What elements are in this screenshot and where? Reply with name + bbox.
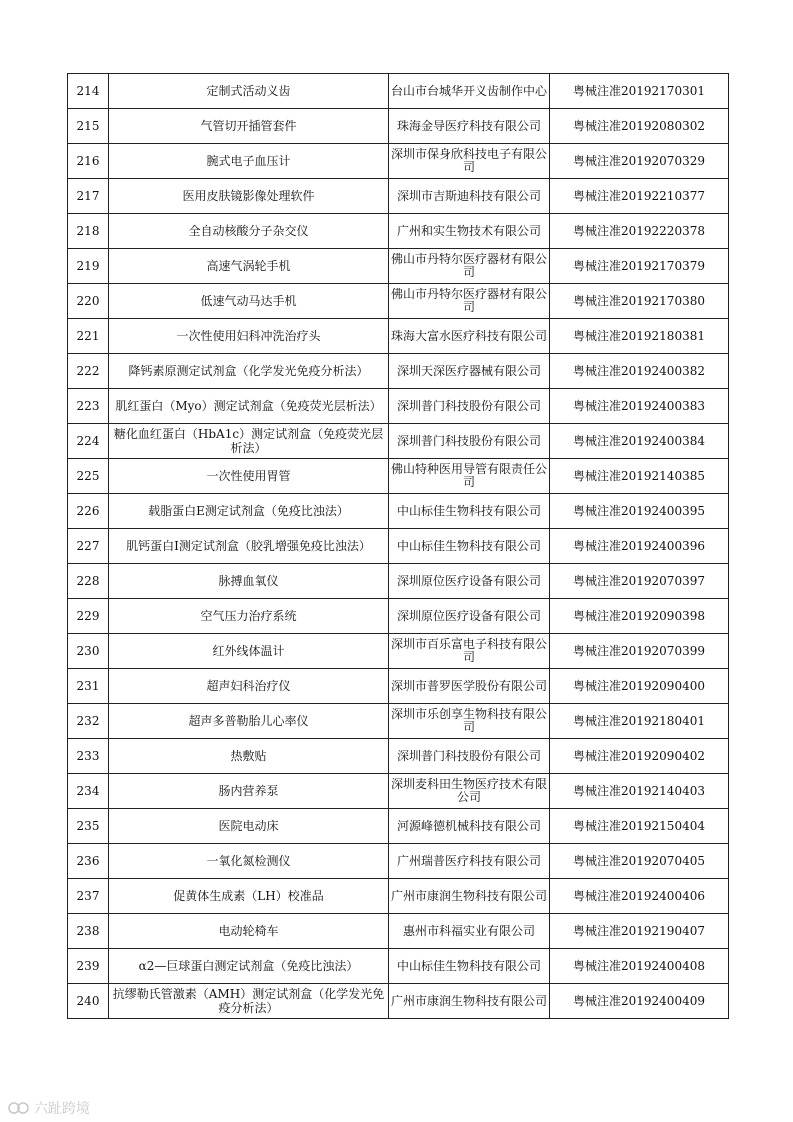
watermark — [8, 1098, 90, 1118]
product-name: 糖化血红蛋白（HbA1c）测定试剂盒（免疫荧光层析法） — [109, 424, 389, 459]
registrant-company — [389, 949, 550, 984]
product-name: 一次性使用妇科冲洗治疗头 — [109, 319, 389, 354]
watermark-text: 六趾跨境 — [34, 1101, 90, 1117]
registration-number: 粤械注准20192180381 — [550, 319, 729, 354]
registrant-company — [389, 879, 550, 914]
registrant-company — [389, 389, 550, 424]
row-number: 221 — [68, 319, 109, 354]
row-number: 231 — [68, 669, 109, 704]
registrant-company-text: 广州市康润生物科技有限公司 — [390, 888, 547, 903]
product-name: 促黄体生成素（LH）校准品 — [109, 879, 389, 914]
registrant-company — [389, 494, 550, 529]
registrant-company — [389, 144, 550, 179]
product-name: 热敷贴 — [109, 739, 389, 774]
registration-number: 粤械注准20192170379 — [550, 249, 729, 284]
registrant-company-text: 河源峰德机械科技有限公司 — [396, 818, 541, 833]
registration-number: 粤械注准20192190407 — [550, 914, 729, 949]
table-row — [68, 809, 729, 844]
table-row — [68, 494, 729, 529]
registration-number: 粤械注准20192090400 — [550, 669, 729, 704]
product-name: 腕式电子血压计 — [109, 144, 389, 179]
watermark-logo-icon — [8, 1100, 30, 1116]
registration-number: 粤械注准20192170301 — [550, 74, 729, 109]
registration-number: 粤械注准20192210377 — [550, 179, 729, 214]
registrant-company-text: 中山标佳生物科技有限公司 — [396, 503, 541, 518]
registrant-company-text: 中山标佳生物科技有限公司 — [396, 958, 541, 973]
row-number: 229 — [68, 599, 109, 634]
registration-number: 粤械注准20192150404 — [550, 809, 729, 844]
row-number: 232 — [68, 704, 109, 739]
row-number: 226 — [68, 494, 109, 529]
table-row — [68, 564, 729, 599]
table-row — [68, 599, 729, 634]
registrant-company-text: 珠海金导医疗科技有限公司 — [396, 118, 541, 133]
table-row — [68, 704, 729, 739]
registrant-company — [389, 704, 550, 739]
registration-number: 粤械注准20192070329 — [550, 144, 729, 179]
registrant-company-text: 珠海大富水医疗科技有限公司 — [390, 328, 547, 343]
registrant-company — [389, 284, 550, 319]
product-name: 一次性使用胃管 — [109, 459, 389, 494]
product-name: 肠内营养泵 — [109, 774, 389, 809]
table-row — [68, 739, 729, 774]
product-name: 超声妇科治疗仪 — [109, 669, 389, 704]
row-number: 240 — [68, 984, 109, 1019]
product-name: 电动轮椅车 — [109, 914, 389, 949]
row-number: 236 — [68, 844, 109, 879]
registrant-company-text: 佛山市丹特尔医疗器材有限公司 — [390, 287, 547, 314]
registration-number: 粤械注准20192400384 — [550, 424, 729, 459]
table-row — [68, 179, 729, 214]
registrant-company-text: 广州和实生物技术有限公司 — [396, 223, 541, 238]
registration-number: 粤械注准20192400383 — [550, 389, 729, 424]
table-body — [68, 74, 729, 1019]
row-number: 217 — [68, 179, 109, 214]
registrant-company-text: 深圳天深医疗器械有限公司 — [396, 363, 541, 378]
table-row — [68, 109, 729, 144]
registration-number: 粤械注准20192140385 — [550, 459, 729, 494]
registration-number: 粤械注准20192070399 — [550, 634, 729, 669]
product-name: 载脂蛋白E测定试剂盒（免疫比浊法） — [109, 494, 389, 529]
row-number: 227 — [68, 529, 109, 564]
product-name: 全自动核酸分子杂交仪 — [109, 214, 389, 249]
row-number: 237 — [68, 879, 109, 914]
row-number: 216 — [68, 144, 109, 179]
product-name: 高速气涡轮手机 — [109, 249, 389, 284]
registration-number: 粤械注准20192220378 — [550, 214, 729, 249]
row-number: 219 — [68, 249, 109, 284]
registrant-company — [389, 424, 550, 459]
product-name: 低速气动马达手机 — [109, 284, 389, 319]
row-number: 225 — [68, 459, 109, 494]
product-name: 超声多普勒胎儿心率仪 — [109, 704, 389, 739]
row-number: 220 — [68, 284, 109, 319]
registrant-company-text: 深圳普门科技股份有限公司 — [396, 433, 541, 448]
registrant-company — [389, 634, 550, 669]
registrant-company-text: 深圳市保身欣科技电子有限公司 — [390, 147, 547, 174]
registrant-company — [389, 179, 550, 214]
registrant-company — [389, 214, 550, 249]
registrant-company-text: 深圳市乐创享生物科技有限公司 — [390, 707, 547, 734]
product-name: α2—巨球蛋白测定试剂盒（免疫比浊法） — [109, 949, 389, 984]
table-row — [68, 74, 729, 109]
registrant-company-text: 台山市台城华开义齿制作中心 — [390, 83, 547, 98]
registrant-company — [389, 249, 550, 284]
registrant-company-text: 佛山市丹特尔医疗器材有限公司 — [390, 252, 547, 279]
product-name: 医用皮肤镜影像处理软件 — [109, 179, 389, 214]
product-name: 抗缪勒氏管激素（AMH）测定试剂盒（化学发光免疫分析法） — [109, 984, 389, 1019]
registration-number: 粤械注准20192400408 — [550, 949, 729, 984]
product-name: 降钙素原测定试剂盒（化学发光免疫分析法） — [109, 354, 389, 389]
registrant-company — [389, 599, 550, 634]
registrant-company — [389, 564, 550, 599]
table-row — [68, 319, 729, 354]
registration-number: 粤械注准20192400409 — [550, 984, 729, 1019]
registration-number: 粤械注准20192400395 — [550, 494, 729, 529]
registrant-company-text: 中山标佳生物科技有限公司 — [396, 538, 541, 553]
registrant-company-text: 深圳普门科技股份有限公司 — [396, 398, 541, 413]
row-number: 234 — [68, 774, 109, 809]
table-row — [68, 284, 729, 319]
registrant-company-text: 广州瑞普医疗科技有限公司 — [396, 853, 541, 868]
table-row — [68, 914, 729, 949]
registrant-company-text: 佛山特种医用导管有限责任公司 — [390, 462, 547, 489]
registrant-company-text: 深圳原位医疗设备有限公司 — [396, 608, 541, 623]
registrant-company-text: 深圳麦科田生物医疗技术有限公司 — [390, 777, 547, 804]
registration-number: 粤械注准20192400382 — [550, 354, 729, 389]
registration-number: 粤械注准20192170380 — [550, 284, 729, 319]
row-number: 238 — [68, 914, 109, 949]
product-name: 气管切开插管套件 — [109, 109, 389, 144]
row-number: 239 — [68, 949, 109, 984]
product-name: 医院电动床 — [109, 809, 389, 844]
table-row — [68, 354, 729, 389]
registrant-company — [389, 984, 550, 1019]
table-row — [68, 774, 729, 809]
registrant-company — [389, 774, 550, 809]
registrant-company — [389, 109, 550, 144]
registrant-company — [389, 739, 550, 774]
registrant-company — [389, 914, 550, 949]
row-number: 228 — [68, 564, 109, 599]
registration-number: 粤械注准20192070397 — [550, 564, 729, 599]
registrant-company — [389, 809, 550, 844]
registrant-company — [389, 844, 550, 879]
registrant-company-text: 深圳原位医疗设备有限公司 — [396, 573, 541, 588]
registration-number: 粤械注准20192140403 — [550, 774, 729, 809]
product-name: 一氧化氮检测仪 — [109, 844, 389, 879]
registrant-company-text: 深圳普门科技股份有限公司 — [396, 748, 541, 763]
table-row — [68, 144, 729, 179]
registrant-company-text: 惠州市科福实业有限公司 — [402, 923, 535, 938]
registration-number: 粤械注准20192400406 — [550, 879, 729, 914]
registration-number: 粤械注准20192070405 — [550, 844, 729, 879]
registrant-company — [389, 354, 550, 389]
table-row — [68, 634, 729, 669]
table-row — [68, 844, 729, 879]
product-name: 肌钙蛋白I测定试剂盒（胶乳增强免疫比浊法） — [109, 529, 389, 564]
product-name: 脉搏血氧仪 — [109, 564, 389, 599]
row-number: 223 — [68, 389, 109, 424]
table-row — [68, 669, 729, 704]
row-number: 230 — [68, 634, 109, 669]
product-name: 肌红蛋白（Myo）测定试剂盒（免疫荧光层析法） — [109, 389, 389, 424]
table-row — [68, 424, 729, 459]
row-number: 214 — [68, 74, 109, 109]
registrant-company — [389, 459, 550, 494]
registrant-company — [389, 669, 550, 704]
registrant-company-text: 深圳市普罗医学股份有限公司 — [390, 678, 547, 693]
table-row — [68, 949, 729, 984]
row-number: 215 — [68, 109, 109, 144]
registrant-company — [389, 319, 550, 354]
product-name: 定制式活动义齿 — [109, 74, 389, 109]
registration-number: 粤械注准20192400396 — [550, 529, 729, 564]
registration-number: 粤械注准20192090402 — [550, 739, 729, 774]
row-number: 222 — [68, 354, 109, 389]
table-row — [68, 214, 729, 249]
table-row — [68, 984, 729, 1019]
table-row — [68, 459, 729, 494]
device-registration-table — [67, 73, 729, 1019]
registrant-company — [389, 74, 550, 109]
table-row — [68, 389, 729, 424]
registrant-company-text: 深圳市吉斯迪科技有限公司 — [396, 188, 541, 203]
registrant-company-text: 广州市康润生物科技有限公司 — [390, 993, 547, 1008]
registration-number: 粤械注准20192090398 — [550, 599, 729, 634]
product-name: 空气压力治疗系统 — [109, 599, 389, 634]
row-number: 224 — [68, 424, 109, 459]
row-number: 235 — [68, 809, 109, 844]
row-number: 233 — [68, 739, 109, 774]
registration-number: 粤械注准20192180401 — [550, 704, 729, 739]
table-row — [68, 249, 729, 284]
registration-number: 粤械注准20192080302 — [550, 109, 729, 144]
registrant-company — [389, 529, 550, 564]
product-name: 红外线体温计 — [109, 634, 389, 669]
table-row — [68, 879, 729, 914]
table-row — [68, 529, 729, 564]
registrant-company-text: 深圳市百乐富电子科技有限公司 — [390, 637, 547, 664]
row-number: 218 — [68, 214, 109, 249]
